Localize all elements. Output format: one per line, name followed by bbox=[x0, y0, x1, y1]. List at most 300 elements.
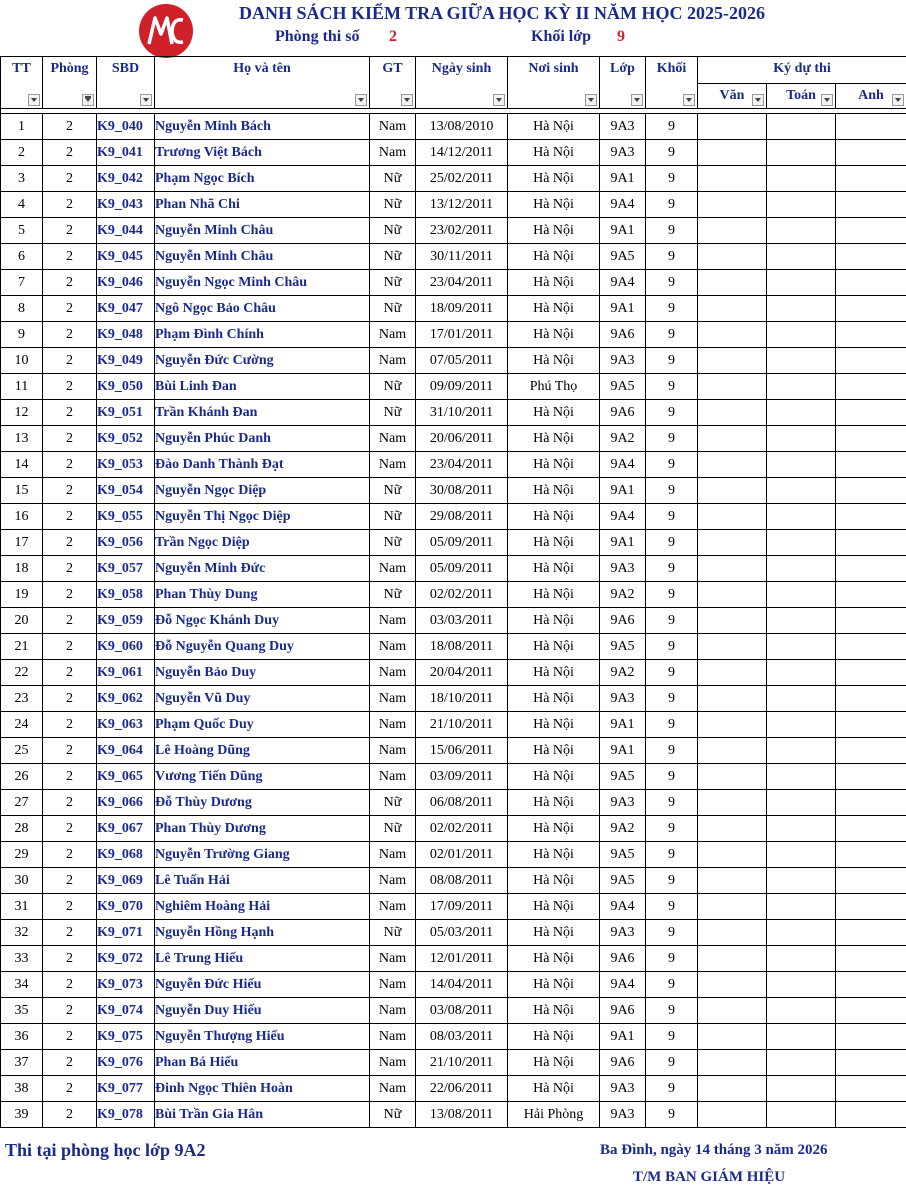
cell-signature[interactable] bbox=[836, 998, 906, 1024]
cell-phong[interactable]: 2 bbox=[43, 998, 97, 1024]
cell-phong[interactable]: 2 bbox=[43, 686, 97, 712]
cell-signature[interactable] bbox=[767, 218, 836, 244]
cell-grade[interactable]: 9 bbox=[646, 166, 698, 192]
cell-signature[interactable] bbox=[767, 530, 836, 556]
cell-name[interactable]: Bùi Linh Đan bbox=[155, 374, 370, 400]
cell-signature[interactable] bbox=[767, 868, 836, 894]
cell-dob[interactable]: 05/09/2011 bbox=[416, 556, 508, 582]
cell-phong[interactable]: 2 bbox=[43, 868, 97, 894]
cell-name[interactable]: Nguyễn Bảo Duy bbox=[155, 660, 370, 686]
cell-sbd[interactable]: K9_050 bbox=[97, 374, 155, 400]
cell-gender[interactable]: Nữ bbox=[370, 504, 416, 530]
cell-birthplace[interactable]: Phú Thọ bbox=[508, 374, 600, 400]
cell-birthplace[interactable]: Hà Nội bbox=[508, 738, 600, 764]
cell-grade[interactable]: 9 bbox=[646, 114, 698, 140]
cell-signature[interactable] bbox=[836, 738, 906, 764]
cell-grade[interactable]: 9 bbox=[646, 270, 698, 296]
cell-tt[interactable]: 27 bbox=[1, 790, 43, 816]
cell-tt[interactable]: 10 bbox=[1, 348, 43, 374]
cell-sbd[interactable]: K9_040 bbox=[97, 114, 155, 140]
cell-grade[interactable]: 9 bbox=[646, 868, 698, 894]
cell-sbd[interactable]: K9_053 bbox=[97, 452, 155, 478]
cell-signature[interactable] bbox=[836, 374, 906, 400]
cell-phong[interactable]: 2 bbox=[43, 322, 97, 348]
cell-signature[interactable] bbox=[767, 790, 836, 816]
cell-birthplace[interactable]: Hà Nội bbox=[508, 920, 600, 946]
cell-gender[interactable]: Nam bbox=[370, 114, 416, 140]
cell-phong[interactable]: 2 bbox=[43, 556, 97, 582]
cell-phong[interactable]: 2 bbox=[43, 790, 97, 816]
cell-signature[interactable] bbox=[767, 686, 836, 712]
cell-signature[interactable] bbox=[767, 140, 836, 166]
cell-birthplace[interactable]: Hà Nội bbox=[508, 946, 600, 972]
cell-dob[interactable]: 13/08/2011 bbox=[416, 1102, 508, 1128]
cell-signature[interactable] bbox=[767, 166, 836, 192]
cell-sbd[interactable]: K9_064 bbox=[97, 738, 155, 764]
filter-dropdown-icon[interactable] bbox=[28, 94, 40, 106]
cell-signature[interactable] bbox=[767, 348, 836, 374]
cell-name[interactable]: Trần Khánh Đan bbox=[155, 400, 370, 426]
cell-name[interactable]: Phạm Quốc Duy bbox=[155, 712, 370, 738]
cell-birthplace[interactable]: Hà Nội bbox=[508, 868, 600, 894]
cell-name[interactable]: Nguyễn Minh Đức bbox=[155, 556, 370, 582]
cell-name[interactable]: Đinh Ngọc Thiên Hoàn bbox=[155, 1076, 370, 1102]
cell-sbd[interactable]: K9_070 bbox=[97, 894, 155, 920]
cell-phong[interactable]: 2 bbox=[43, 530, 97, 556]
cell-sbd[interactable]: K9_078 bbox=[97, 1102, 155, 1128]
cell-phong[interactable]: 2 bbox=[43, 660, 97, 686]
cell-class[interactable]: 9A3 bbox=[600, 790, 646, 816]
cell-birthplace[interactable]: Hà Nội bbox=[508, 686, 600, 712]
cell-tt[interactable]: 36 bbox=[1, 1024, 43, 1050]
cell-class[interactable]: 9A4 bbox=[600, 894, 646, 920]
filter-dropdown-icon[interactable] bbox=[585, 94, 597, 106]
cell-name[interactable]: Đỗ Nguyễn Quang Duy bbox=[155, 634, 370, 660]
cell-signature[interactable] bbox=[836, 426, 906, 452]
cell-signature[interactable] bbox=[836, 842, 906, 868]
cell-signature[interactable] bbox=[698, 634, 767, 660]
cell-class[interactable]: 9A3 bbox=[600, 1102, 646, 1128]
cell-signature[interactable] bbox=[767, 452, 836, 478]
cell-class[interactable]: 9A6 bbox=[600, 998, 646, 1024]
cell-dob[interactable]: 06/08/2011 bbox=[416, 790, 508, 816]
cell-name[interactable]: Nguyễn Minh Châu bbox=[155, 218, 370, 244]
cell-class[interactable]: 9A1 bbox=[600, 1024, 646, 1050]
cell-phong[interactable]: 2 bbox=[43, 478, 97, 504]
cell-grade[interactable]: 9 bbox=[646, 842, 698, 868]
cell-dob[interactable]: 18/10/2011 bbox=[416, 686, 508, 712]
cell-birthplace[interactable]: Hà Nội bbox=[508, 894, 600, 920]
cell-gender[interactable]: Nam bbox=[370, 1050, 416, 1076]
cell-dob[interactable]: 31/10/2011 bbox=[416, 400, 508, 426]
cell-sbd[interactable]: K9_077 bbox=[97, 1076, 155, 1102]
cell-signature[interactable] bbox=[767, 114, 836, 140]
cell-signature[interactable] bbox=[836, 920, 906, 946]
cell-tt[interactable]: 4 bbox=[1, 192, 43, 218]
cell-signature[interactable] bbox=[698, 738, 767, 764]
cell-signature[interactable] bbox=[767, 738, 836, 764]
cell-phong[interactable]: 2 bbox=[43, 1050, 97, 1076]
cell-sbd[interactable]: K9_054 bbox=[97, 478, 155, 504]
cell-name[interactable]: Nguyễn Minh Châu bbox=[155, 244, 370, 270]
cell-class[interactable]: 9A4 bbox=[600, 452, 646, 478]
cell-signature[interactable] bbox=[767, 244, 836, 270]
cell-gender[interactable]: Nữ bbox=[370, 400, 416, 426]
cell-tt[interactable]: 37 bbox=[1, 1050, 43, 1076]
filter-dropdown-icon[interactable] bbox=[683, 94, 695, 106]
cell-dob[interactable]: 13/12/2011 bbox=[416, 192, 508, 218]
cell-class[interactable]: 9A3 bbox=[600, 114, 646, 140]
cell-signature[interactable] bbox=[767, 426, 836, 452]
cell-class[interactable]: 9A1 bbox=[600, 738, 646, 764]
cell-signature[interactable] bbox=[698, 1024, 767, 1050]
cell-name[interactable]: Nguyễn Thượng Hiếu bbox=[155, 1024, 370, 1050]
cell-signature[interactable] bbox=[767, 712, 836, 738]
cell-grade[interactable]: 9 bbox=[646, 660, 698, 686]
cell-gender[interactable]: Nam bbox=[370, 842, 416, 868]
cell-grade[interactable]: 9 bbox=[646, 764, 698, 790]
cell-sbd[interactable]: K9_074 bbox=[97, 998, 155, 1024]
cell-tt[interactable]: 35 bbox=[1, 998, 43, 1024]
cell-signature[interactable] bbox=[698, 218, 767, 244]
cell-gender[interactable]: Nữ bbox=[370, 166, 416, 192]
cell-signature[interactable] bbox=[836, 634, 906, 660]
cell-signature[interactable] bbox=[698, 764, 767, 790]
cell-name[interactable]: Bùi Trần Gia Hân bbox=[155, 1102, 370, 1128]
cell-class[interactable]: 9A4 bbox=[600, 972, 646, 998]
cell-class[interactable]: 9A1 bbox=[600, 166, 646, 192]
cell-signature[interactable] bbox=[836, 556, 906, 582]
cell-signature[interactable] bbox=[836, 452, 906, 478]
cell-gender[interactable]: Nam bbox=[370, 1024, 416, 1050]
cell-phong[interactable]: 2 bbox=[43, 634, 97, 660]
cell-dob[interactable]: 29/08/2011 bbox=[416, 504, 508, 530]
cell-dob[interactable]: 14/04/2011 bbox=[416, 972, 508, 998]
cell-signature[interactable] bbox=[698, 790, 767, 816]
cell-tt[interactable]: 5 bbox=[1, 218, 43, 244]
cell-birthplace[interactable]: Hà Nội bbox=[508, 140, 600, 166]
cell-class[interactable]: 9A3 bbox=[600, 348, 646, 374]
cell-tt[interactable]: 11 bbox=[1, 374, 43, 400]
cell-sbd[interactable]: K9_069 bbox=[97, 868, 155, 894]
cell-signature[interactable] bbox=[836, 114, 906, 140]
cell-phong[interactable]: 2 bbox=[43, 946, 97, 972]
cell-dob[interactable]: 23/02/2011 bbox=[416, 218, 508, 244]
filter-dropdown-icon[interactable] bbox=[493, 94, 505, 106]
cell-phong[interactable]: 2 bbox=[43, 608, 97, 634]
cell-birthplace[interactable]: Hà Nội bbox=[508, 582, 600, 608]
cell-signature[interactable] bbox=[836, 712, 906, 738]
cell-dob[interactable]: 30/08/2011 bbox=[416, 478, 508, 504]
cell-class[interactable]: 9A4 bbox=[600, 504, 646, 530]
cell-grade[interactable]: 9 bbox=[646, 478, 698, 504]
cell-dob[interactable]: 09/09/2011 bbox=[416, 374, 508, 400]
cell-birthplace[interactable]: Hà Nội bbox=[508, 790, 600, 816]
cell-grade[interactable]: 9 bbox=[646, 192, 698, 218]
cell-signature[interactable] bbox=[767, 192, 836, 218]
filter-dropdown-icon[interactable] bbox=[140, 94, 152, 106]
cell-signature[interactable] bbox=[836, 192, 906, 218]
cell-grade[interactable]: 9 bbox=[646, 452, 698, 478]
cell-gender[interactable]: Nam bbox=[370, 972, 416, 998]
cell-gender[interactable]: Nam bbox=[370, 660, 416, 686]
cell-grade[interactable]: 9 bbox=[646, 504, 698, 530]
cell-tt[interactable]: 13 bbox=[1, 426, 43, 452]
cell-class[interactable]: 9A2 bbox=[600, 816, 646, 842]
cell-class[interactable]: 9A5 bbox=[600, 764, 646, 790]
cell-grade[interactable]: 9 bbox=[646, 1076, 698, 1102]
cell-signature[interactable] bbox=[836, 244, 906, 270]
cell-signature[interactable] bbox=[698, 582, 767, 608]
cell-tt[interactable]: 16 bbox=[1, 504, 43, 530]
filter-dropdown-icon[interactable] bbox=[821, 94, 833, 106]
cell-sbd[interactable]: K9_061 bbox=[97, 660, 155, 686]
cell-signature[interactable] bbox=[836, 582, 906, 608]
cell-dob[interactable]: 05/03/2011 bbox=[416, 920, 508, 946]
cell-tt[interactable]: 28 bbox=[1, 816, 43, 842]
cell-class[interactable]: 9A1 bbox=[600, 478, 646, 504]
cell-signature[interactable] bbox=[836, 946, 906, 972]
cell-sbd[interactable]: K9_052 bbox=[97, 426, 155, 452]
cell-dob[interactable]: 02/02/2011 bbox=[416, 816, 508, 842]
cell-birthplace[interactable]: Hà Nội bbox=[508, 634, 600, 660]
cell-name[interactable]: Nguyễn Ngọc Diệp bbox=[155, 478, 370, 504]
cell-name[interactable]: Lê Tuấn Hải bbox=[155, 868, 370, 894]
cell-name[interactable]: Nguyễn Duy Hiếu bbox=[155, 998, 370, 1024]
cell-dob[interactable]: 30/11/2011 bbox=[416, 244, 508, 270]
cell-class[interactable]: 9A2 bbox=[600, 582, 646, 608]
cell-birthplace[interactable]: Hà Nội bbox=[508, 1050, 600, 1076]
cell-birthplace[interactable]: Hà Nội bbox=[508, 270, 600, 296]
cell-tt[interactable]: 34 bbox=[1, 972, 43, 998]
cell-signature[interactable] bbox=[698, 816, 767, 842]
cell-gender[interactable]: Nam bbox=[370, 738, 416, 764]
cell-sbd[interactable]: K9_057 bbox=[97, 556, 155, 582]
cell-phong[interactable]: 2 bbox=[43, 218, 97, 244]
filter-dropdown-icon[interactable] bbox=[355, 94, 367, 106]
cell-grade[interactable]: 9 bbox=[646, 1024, 698, 1050]
cell-birthplace[interactable]: Hà Nội bbox=[508, 842, 600, 868]
cell-sbd[interactable]: K9_051 bbox=[97, 400, 155, 426]
cell-phong[interactable]: 2 bbox=[43, 400, 97, 426]
cell-phong[interactable]: 2 bbox=[43, 426, 97, 452]
cell-grade[interactable]: 9 bbox=[646, 218, 698, 244]
cell-dob[interactable]: 21/10/2011 bbox=[416, 1050, 508, 1076]
cell-sbd[interactable]: K9_075 bbox=[97, 1024, 155, 1050]
cell-tt[interactable]: 24 bbox=[1, 712, 43, 738]
cell-tt[interactable]: 30 bbox=[1, 868, 43, 894]
cell-signature[interactable] bbox=[698, 842, 767, 868]
cell-dob[interactable]: 02/01/2011 bbox=[416, 842, 508, 868]
cell-birthplace[interactable]: Hà Nội bbox=[508, 816, 600, 842]
cell-signature[interactable] bbox=[767, 972, 836, 998]
cell-signature[interactable] bbox=[836, 530, 906, 556]
cell-tt[interactable]: 6 bbox=[1, 244, 43, 270]
cell-signature[interactable] bbox=[767, 842, 836, 868]
cell-signature[interactable] bbox=[767, 556, 836, 582]
cell-sbd[interactable]: K9_073 bbox=[97, 972, 155, 998]
cell-signature[interactable] bbox=[836, 816, 906, 842]
cell-birthplace[interactable]: Hà Nội bbox=[508, 504, 600, 530]
cell-dob[interactable]: 25/02/2011 bbox=[416, 166, 508, 192]
cell-birthplace[interactable]: Hà Nội bbox=[508, 400, 600, 426]
cell-phong[interactable]: 2 bbox=[43, 764, 97, 790]
cell-signature[interactable] bbox=[698, 998, 767, 1024]
cell-class[interactable]: 9A5 bbox=[600, 842, 646, 868]
cell-grade[interactable]: 9 bbox=[646, 894, 698, 920]
filter-dropdown-icon[interactable] bbox=[752, 94, 764, 106]
cell-phong[interactable]: 2 bbox=[43, 296, 97, 322]
cell-phong[interactable]: 2 bbox=[43, 452, 97, 478]
cell-phong[interactable]: 2 bbox=[43, 244, 97, 270]
cell-grade[interactable]: 9 bbox=[646, 790, 698, 816]
cell-name[interactable]: Nguyễn Ngọc Minh Châu bbox=[155, 270, 370, 296]
cell-sbd[interactable]: K9_043 bbox=[97, 192, 155, 218]
cell-class[interactable]: 9A6 bbox=[600, 608, 646, 634]
cell-phong[interactable]: 2 bbox=[43, 894, 97, 920]
cell-signature[interactable] bbox=[698, 530, 767, 556]
cell-grade[interactable]: 9 bbox=[646, 686, 698, 712]
cell-signature[interactable] bbox=[836, 972, 906, 998]
filter-active-icon[interactable] bbox=[82, 94, 94, 106]
cell-tt[interactable]: 14 bbox=[1, 452, 43, 478]
cell-signature[interactable] bbox=[836, 504, 906, 530]
cell-signature[interactable] bbox=[698, 452, 767, 478]
cell-phong[interactable]: 2 bbox=[43, 114, 97, 140]
cell-name[interactable]: Phan Bá Hiếu bbox=[155, 1050, 370, 1076]
cell-birthplace[interactable]: Hà Nội bbox=[508, 556, 600, 582]
cell-tt[interactable]: 38 bbox=[1, 1076, 43, 1102]
cell-tt[interactable]: 31 bbox=[1, 894, 43, 920]
filter-dropdown-icon[interactable] bbox=[401, 94, 413, 106]
cell-grade[interactable]: 9 bbox=[646, 712, 698, 738]
cell-phong[interactable]: 2 bbox=[43, 348, 97, 374]
cell-signature[interactable] bbox=[836, 1024, 906, 1050]
cell-gender[interactable]: Nam bbox=[370, 140, 416, 166]
cell-signature[interactable] bbox=[698, 1050, 767, 1076]
cell-dob[interactable]: 03/03/2011 bbox=[416, 608, 508, 634]
cell-name[interactable]: Nguyễn Đức Cường bbox=[155, 348, 370, 374]
cell-dob[interactable]: 18/08/2011 bbox=[416, 634, 508, 660]
cell-phong[interactable]: 2 bbox=[43, 374, 97, 400]
cell-grade[interactable]: 9 bbox=[646, 946, 698, 972]
cell-signature[interactable] bbox=[767, 1024, 836, 1050]
cell-signature[interactable] bbox=[836, 608, 906, 634]
cell-sbd[interactable]: K9_059 bbox=[97, 608, 155, 634]
cell-grade[interactable]: 9 bbox=[646, 296, 698, 322]
cell-tt[interactable]: 1 bbox=[1, 114, 43, 140]
cell-tt[interactable]: 29 bbox=[1, 842, 43, 868]
cell-grade[interactable]: 9 bbox=[646, 920, 698, 946]
cell-signature[interactable] bbox=[767, 1102, 836, 1128]
cell-gender[interactable]: Nam bbox=[370, 686, 416, 712]
cell-tt[interactable]: 19 bbox=[1, 582, 43, 608]
cell-signature[interactable] bbox=[836, 166, 906, 192]
cell-signature[interactable] bbox=[767, 764, 836, 790]
cell-grade[interactable]: 9 bbox=[646, 634, 698, 660]
cell-signature[interactable] bbox=[698, 1076, 767, 1102]
cell-name[interactable]: Vương Tiến Dũng bbox=[155, 764, 370, 790]
cell-signature[interactable] bbox=[836, 790, 906, 816]
cell-name[interactable]: Phan Thùy Dung bbox=[155, 582, 370, 608]
cell-dob[interactable]: 03/09/2011 bbox=[416, 764, 508, 790]
cell-signature[interactable] bbox=[698, 296, 767, 322]
cell-signature[interactable] bbox=[767, 270, 836, 296]
cell-grade[interactable]: 9 bbox=[646, 556, 698, 582]
cell-birthplace[interactable]: Hà Nội bbox=[508, 322, 600, 348]
cell-dob[interactable]: 14/12/2011 bbox=[416, 140, 508, 166]
cell-name[interactable]: Phạm Đình Chính bbox=[155, 322, 370, 348]
cell-class[interactable]: 9A3 bbox=[600, 920, 646, 946]
cell-signature[interactable] bbox=[836, 478, 906, 504]
cell-gender[interactable]: Nam bbox=[370, 608, 416, 634]
cell-gender[interactable]: Nam bbox=[370, 764, 416, 790]
cell-name[interactable]: Nghiêm Hoàng Hải bbox=[155, 894, 370, 920]
cell-gender[interactable]: Nữ bbox=[370, 530, 416, 556]
cell-sbd[interactable]: K9_063 bbox=[97, 712, 155, 738]
cell-tt[interactable]: 3 bbox=[1, 166, 43, 192]
cell-birthplace[interactable]: Hà Nội bbox=[508, 1024, 600, 1050]
cell-gender[interactable]: Nữ bbox=[370, 192, 416, 218]
cell-class[interactable]: 9A5 bbox=[600, 634, 646, 660]
cell-dob[interactable]: 22/06/2011 bbox=[416, 1076, 508, 1102]
cell-class[interactable]: 9A6 bbox=[600, 322, 646, 348]
cell-gender[interactable]: Nam bbox=[370, 452, 416, 478]
cell-signature[interactable] bbox=[698, 1102, 767, 1128]
cell-phong[interactable]: 2 bbox=[43, 1076, 97, 1102]
cell-phong[interactable]: 2 bbox=[43, 1102, 97, 1128]
cell-dob[interactable]: 15/06/2011 bbox=[416, 738, 508, 764]
cell-grade[interactable]: 9 bbox=[646, 1102, 698, 1128]
cell-birthplace[interactable]: Hà Nội bbox=[508, 998, 600, 1024]
cell-tt[interactable]: 39 bbox=[1, 1102, 43, 1128]
cell-dob[interactable]: 05/09/2011 bbox=[416, 530, 508, 556]
cell-gender[interactable]: Nữ bbox=[370, 1102, 416, 1128]
cell-gender[interactable]: Nữ bbox=[370, 582, 416, 608]
cell-signature[interactable] bbox=[698, 556, 767, 582]
cell-gender[interactable]: Nữ bbox=[370, 218, 416, 244]
cell-name[interactable]: Phan Thùy Dương bbox=[155, 816, 370, 842]
cell-birthplace[interactable]: Hà Nội bbox=[508, 608, 600, 634]
cell-grade[interactable]: 9 bbox=[646, 530, 698, 556]
cell-signature[interactable] bbox=[836, 1050, 906, 1076]
cell-birthplace[interactable]: Hà Nội bbox=[508, 478, 600, 504]
cell-phong[interactable]: 2 bbox=[43, 270, 97, 296]
cell-sbd[interactable]: K9_042 bbox=[97, 166, 155, 192]
cell-signature[interactable] bbox=[767, 816, 836, 842]
cell-name[interactable]: Nguyễn Trường Giang bbox=[155, 842, 370, 868]
cell-signature[interactable] bbox=[698, 348, 767, 374]
cell-sbd[interactable]: K9_068 bbox=[97, 842, 155, 868]
cell-class[interactable]: 9A1 bbox=[600, 530, 646, 556]
cell-name[interactable]: Nguyễn Phúc Danh bbox=[155, 426, 370, 452]
cell-signature[interactable] bbox=[836, 218, 906, 244]
cell-tt[interactable]: 8 bbox=[1, 296, 43, 322]
cell-phong[interactable]: 2 bbox=[43, 842, 97, 868]
cell-dob[interactable]: 13/08/2010 bbox=[416, 114, 508, 140]
cell-gender[interactable]: Nam bbox=[370, 712, 416, 738]
cell-birthplace[interactable]: Hà Nội bbox=[508, 348, 600, 374]
cell-sbd[interactable]: K9_046 bbox=[97, 270, 155, 296]
cell-signature[interactable] bbox=[836, 894, 906, 920]
cell-sbd[interactable]: K9_041 bbox=[97, 140, 155, 166]
cell-name[interactable]: Phạm Ngọc Bích bbox=[155, 166, 370, 192]
cell-tt[interactable]: 7 bbox=[1, 270, 43, 296]
cell-signature[interactable] bbox=[698, 894, 767, 920]
cell-signature[interactable] bbox=[698, 166, 767, 192]
cell-gender[interactable]: Nữ bbox=[370, 270, 416, 296]
cell-gender[interactable]: Nam bbox=[370, 634, 416, 660]
